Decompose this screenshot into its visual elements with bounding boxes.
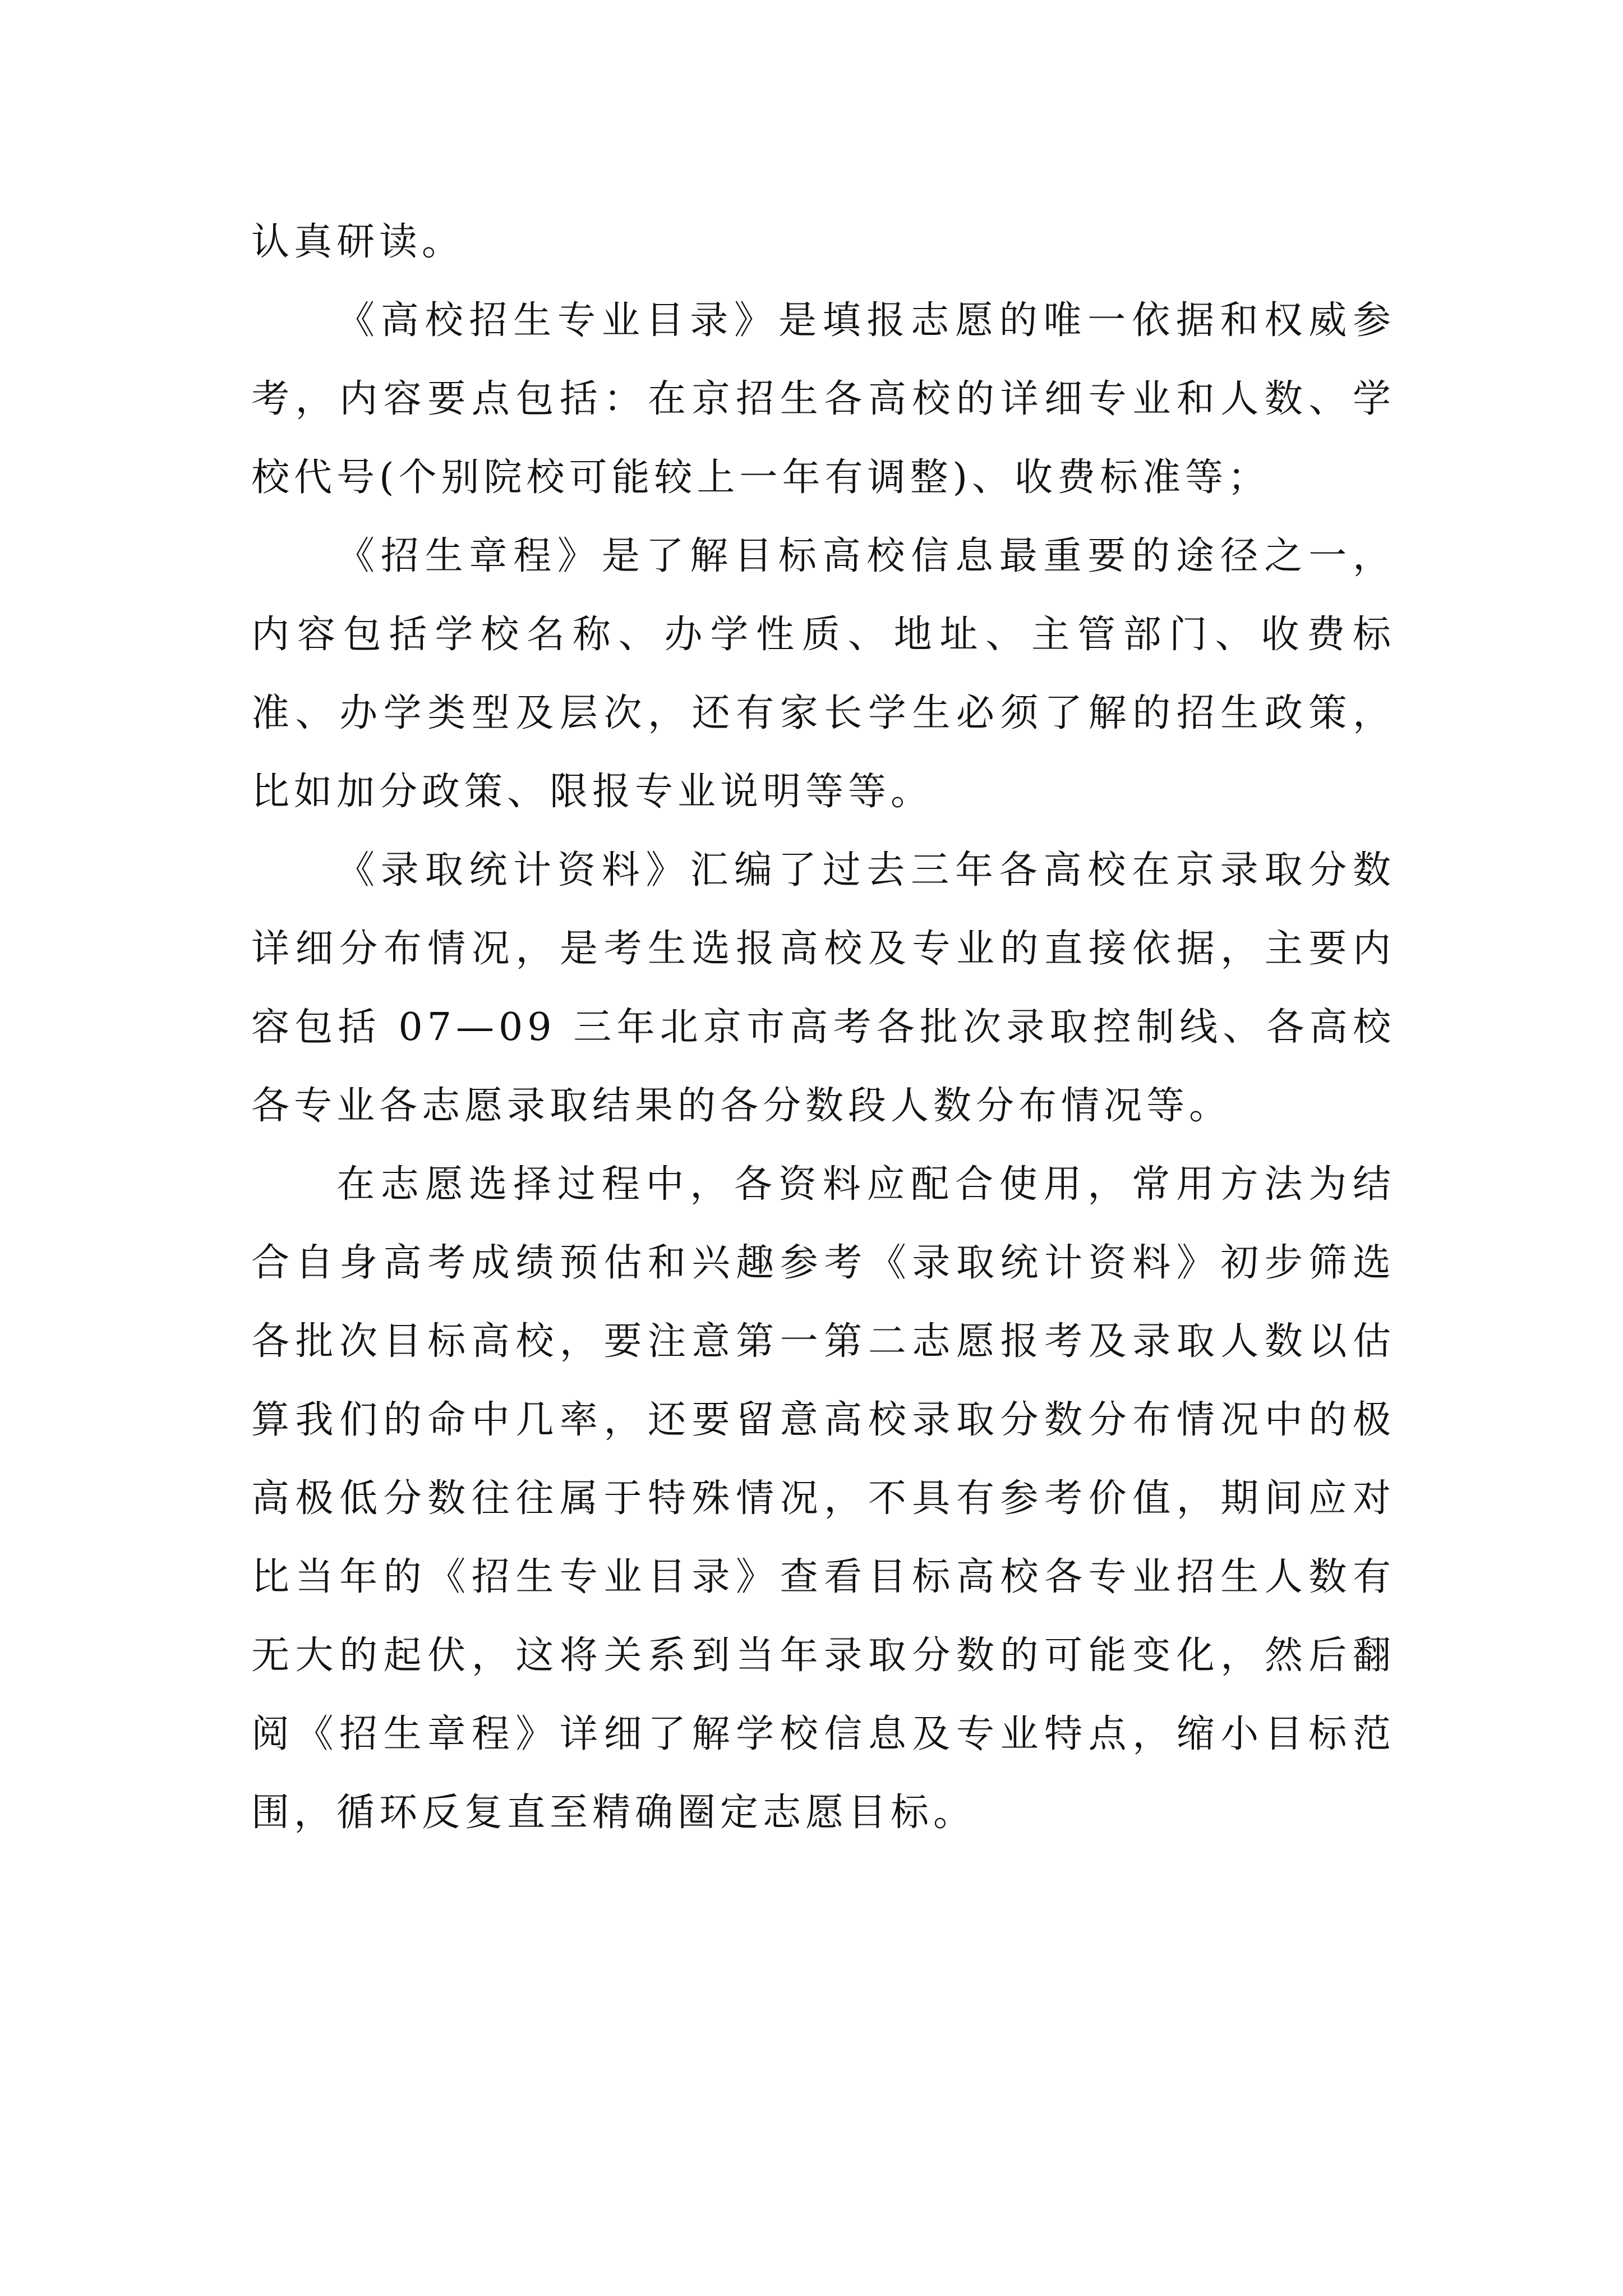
- document-body: [251, 203, 1395, 1852]
- paragraph-admission-charter: 《招生章程》是了解目标高校信息最重要的途径之一，内容包括学校名称、办学性质、地址、主管部门、收费标准、办学类型及层次，还有家长学生必须了解的招生政策，比如加分政策、限报专业说明等等。: [251, 534, 1395, 814]
- paragraph-admission-catalog: 《高校招生专业目录》是填报志愿的唯一依据和权威参考，内容要点包括：在京招生各高校的详细专业和人数、学校代号(个别院校可能较上一年有调整)、收费标准等；: [251, 298, 1395, 500]
- paragraph-selection-method: 在志愿选择过程中，各资料应配合使用，常用方法为结合自身高考成绩预估和兴趣参考《录取统计资料》初步筛选各批次目标高校，要注意第一第二志愿报考及录取人数以估算我们的命中几率，还要留意高校录取分数分布情况中的极高极低分数往往属于特殊情况，不具有参考价值，期间应对比当年的《招生专业目录》查看目标高校各专业招生人数有无大的起伏，这将关系到当年录取分数的可能变化，然后翻阅《招生章程》详细了解学校信息及专业特点，缩小目标范围，循环反复直至精确圈定志愿目标。: [251, 1162, 1395, 1835]
- paragraph-continuation: 认真研读。: [251, 220, 465, 264]
- paragraph-admission-statistics: 《录取统计资料》汇编了过去三年各高校在京录取分数详细分布情况，是考生选报高校及专业的直接依据，主要内容包括 07—09 三年北京市高考各批次录取控制线、各高校各专业各志愿录取结果的各分数段人数分布情况等。: [251, 848, 1395, 1128]
